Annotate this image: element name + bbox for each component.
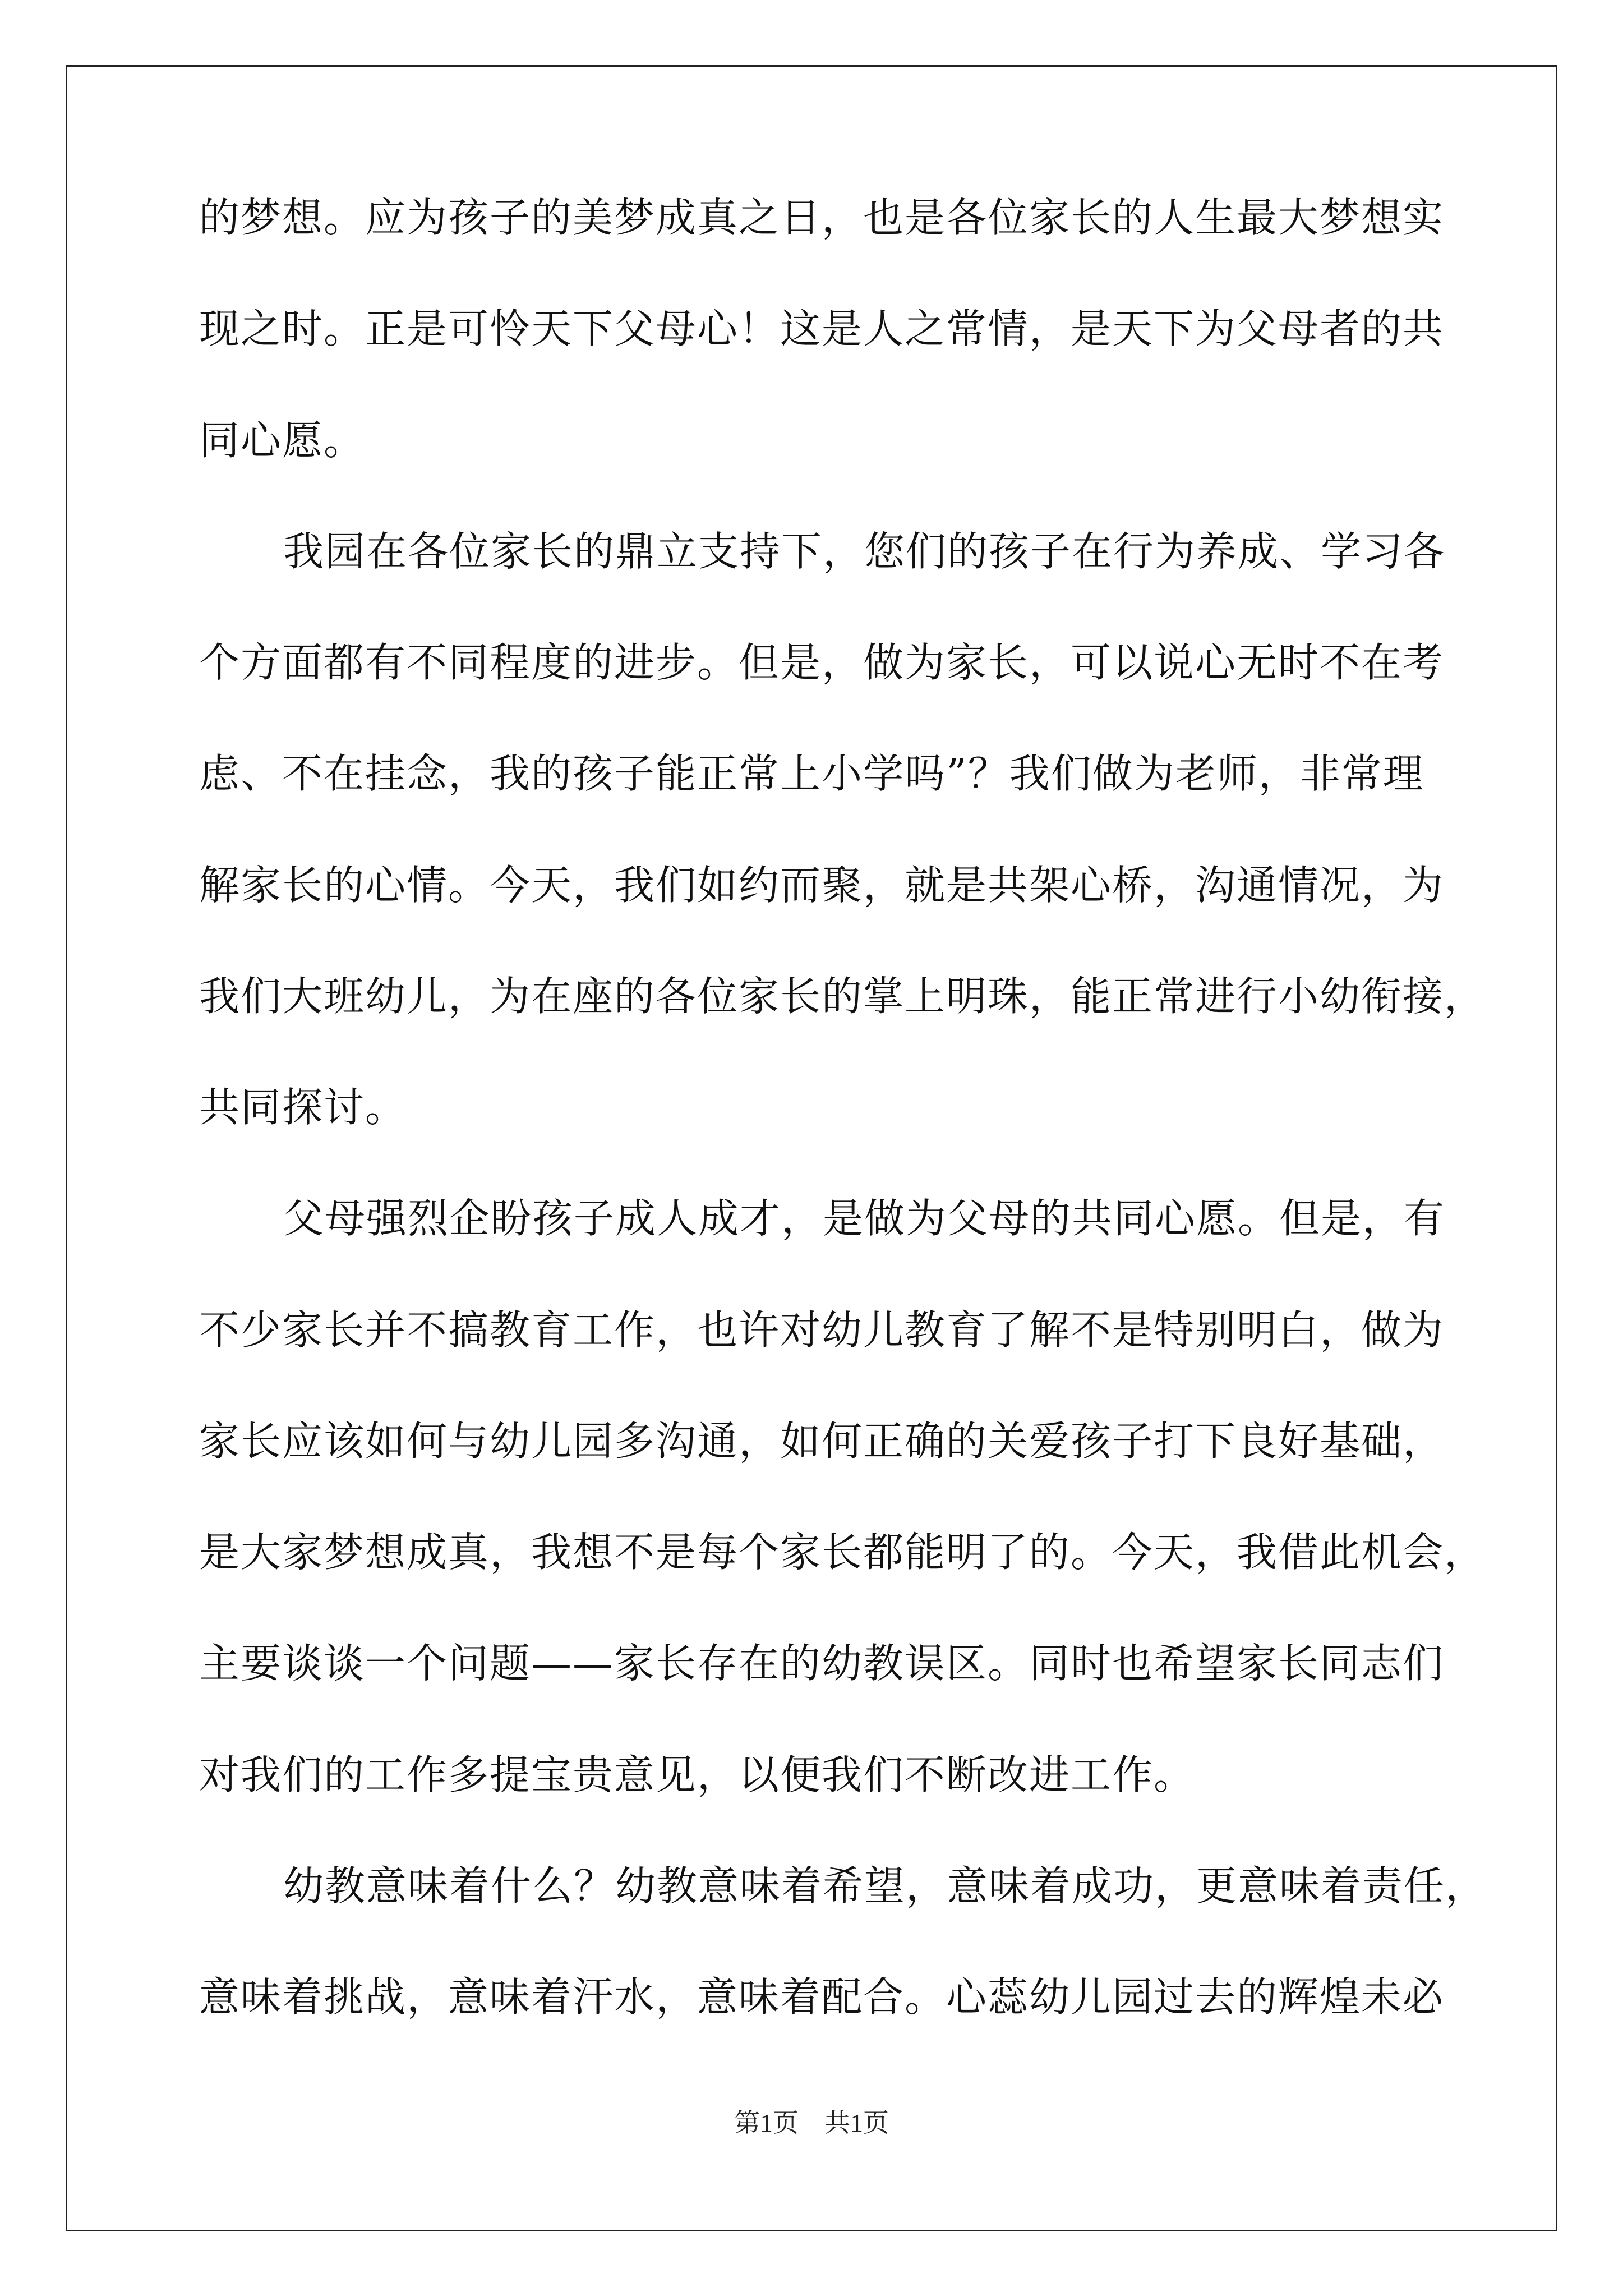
text-line: 幼教意味着什么？幼教意味着希望，意味着成功，更意味着责任， — [283, 1862, 1487, 1910]
text-line: 现之时。正是可怜天下父母心！这是人之常情，是天下为父母者的共 — [199, 305, 1445, 352]
text-line: 对我们的工作多提宝贵意见，以便我们不断改进工作。 — [199, 1751, 1196, 1798]
text-line: 家长应该如何与幼儿园多沟通，如何正确的关爱孩子打下良好基础， — [199, 1418, 1445, 1465]
text-line: 个方面都有不同程度的进步。但是，做为家长，可以说心无时不在考 — [199, 639, 1445, 686]
text-line: 意味着挑战，意味着汗水，意味着配合。心蕊幼儿园过去的辉煌未必 — [199, 1973, 1445, 2021]
text-line: 父母强烈企盼孩子成人成才，是做为父母的共同心愿。但是，有 — [283, 1195, 1446, 1242]
text-line: 解家长的心情。今天，我们如约而聚，就是共架心桥，沟通情况，为 — [199, 862, 1445, 909]
text-line: 不少家长并不搞教育工作，也许对幼儿教育了解不是特别明白，做为 — [199, 1306, 1445, 1354]
text-line: 共同探讨。 — [199, 1084, 407, 1131]
text-line: 我们大班幼儿，为在座的各位家长的掌上明珠，能正常进行小幼衔接， — [199, 973, 1486, 1020]
text-line: 我园在各位家长的鼎立支持下，您们的孩子在行为养成、学习各 — [283, 528, 1446, 575]
text-line: 的梦想。应为孩子的美梦成真之日，也是各位家长的人生最大梦想实 — [199, 194, 1445, 241]
text-line: 主要谈谈一个问题——家长存在的幼教误区。同时也希望家长同志们 — [199, 1640, 1445, 1687]
page-number-footer: 第1页 共1页 — [734, 2109, 889, 2137]
text-line: 虑、不在挂念，我的孩子能正常上小学吗”？我们做为老师，非常理 — [199, 750, 1424, 797]
text-line: 同心愿。 — [199, 417, 366, 464]
text-line: 是大家梦想成真，我想不是每个家长都能明了的。今天，我借此机会， — [199, 1529, 1486, 1576]
